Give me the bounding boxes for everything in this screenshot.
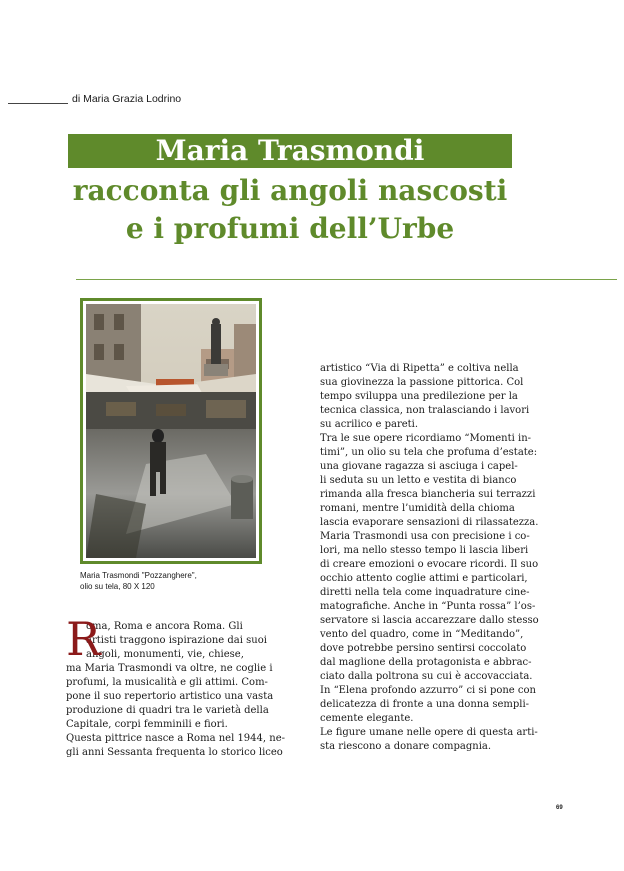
image-caption	[80, 570, 270, 592]
text-line: sua giovinezza la passione pittorica. Col	[320, 377, 524, 388]
text-line: Tra le sue opere ricordiamo “Momenti in-	[320, 433, 532, 444]
text-line: In “Elena profondo azzurro” ci si pone con	[320, 685, 536, 696]
title-line-3: e i profumi dell’Urbe	[125, 212, 455, 245]
text-line: servatore si lascia accarezzare dallo stesso	[320, 615, 539, 626]
text-line: romani, mentre l’umidità della chioma	[320, 503, 515, 514]
painting-image	[80, 298, 262, 564]
text-line: Questa pittrice nasce a Roma nel 1944, ne-	[66, 733, 285, 744]
section-rule	[76, 279, 617, 280]
text-line: delicatezza di fronte a una donna sempli-	[320, 699, 530, 710]
text-line: oma, Roma e ancora Roma. Gli	[86, 621, 243, 632]
text-line: Maria Trasmondi usa con precisione i co-	[320, 531, 530, 542]
text-column-2	[320, 362, 550, 754]
text-line: occhio attento coglie attimi e particolari,	[320, 573, 528, 584]
text-line: li seduta su un letto e vestita di bianco	[320, 475, 517, 486]
text-line: tempo sviluppa una predilezione per la	[320, 391, 518, 402]
text-line: timi”, un olio su tela che profuma d’estate:	[320, 447, 538, 458]
text-line: rimanda alla fresca biancheria sui terrazzi	[320, 489, 536, 500]
text-line: su acrilico e pareti.	[320, 419, 419, 430]
text-line: lori, ma nello stesso tempo li lascia liberi	[320, 545, 529, 556]
dropcap: R	[66, 612, 101, 666]
text-line: Capitale, corpi femminili e fiori.	[66, 719, 228, 730]
text-line: dove potrebbe persino sentirsi coccolato	[320, 643, 527, 654]
byline-rule	[8, 103, 68, 104]
text-line: profumi, la musicalità e gli attimi. Com-	[66, 677, 268, 688]
text-line: angoli, monumenti, vie, chiese,	[86, 649, 244, 660]
text-line: Le figure umane nelle opere di questa arti-	[320, 727, 538, 738]
text-line: cemente elegante.	[320, 713, 414, 724]
text-line: ma Maria Trasmondi va oltre, ne coglie i	[66, 663, 273, 674]
text-line: pone il suo repertorio artistico una vasta	[66, 691, 274, 702]
title-line-2: racconta gli angoli nascosti	[72, 174, 508, 207]
text-line: matografiche. Anche in “Punta rossa” l’os-	[320, 601, 536, 612]
text-line: sta riescono a donare compagnia.	[320, 741, 492, 752]
text-line: dal maglione della protagonista e abbrac-	[320, 657, 532, 668]
title-line-1: Maria Trasmondi	[155, 134, 425, 167]
text-line: gli anni Sessanta frequenta lo storico liceo	[66, 747, 283, 758]
text-line: lascia evaporare sensazioni di rilassatezza.	[320, 517, 539, 528]
text-line: artisti traggono ispirazione dai suoi	[86, 635, 267, 646]
caption-line: olio su tela, 80 X 120	[80, 582, 155, 591]
text-line: artistico “Via di Ripetta” e coltiva nella	[320, 363, 519, 374]
byline: di Maria Grazia Lodrino	[72, 93, 182, 105]
text-column-1	[66, 612, 286, 760]
text-line: tecnica classica, non tralasciando i lavori	[320, 405, 530, 416]
text-line: diretti nella tela come inquadrature cine-	[320, 587, 530, 598]
text-line: vento del quadro, come in “Meditando”,	[320, 629, 524, 640]
text-line: una giovane ragazza si asciuga i capel-	[320, 461, 518, 472]
text-line: produzione di quadri tra le varietà della	[66, 705, 269, 716]
text-line: di creare emozioni o evocare ricordi. Il suo	[320, 559, 539, 570]
caption-line: Maria Trasmondi "Pozzanghere",	[80, 571, 197, 580]
dropcap-paragraph	[66, 612, 286, 666]
text-line: ciato dalla poltrona su cui è accovacciata.	[320, 671, 533, 682]
painting-illustration	[86, 304, 256, 558]
page-number: 69	[556, 805, 563, 811]
